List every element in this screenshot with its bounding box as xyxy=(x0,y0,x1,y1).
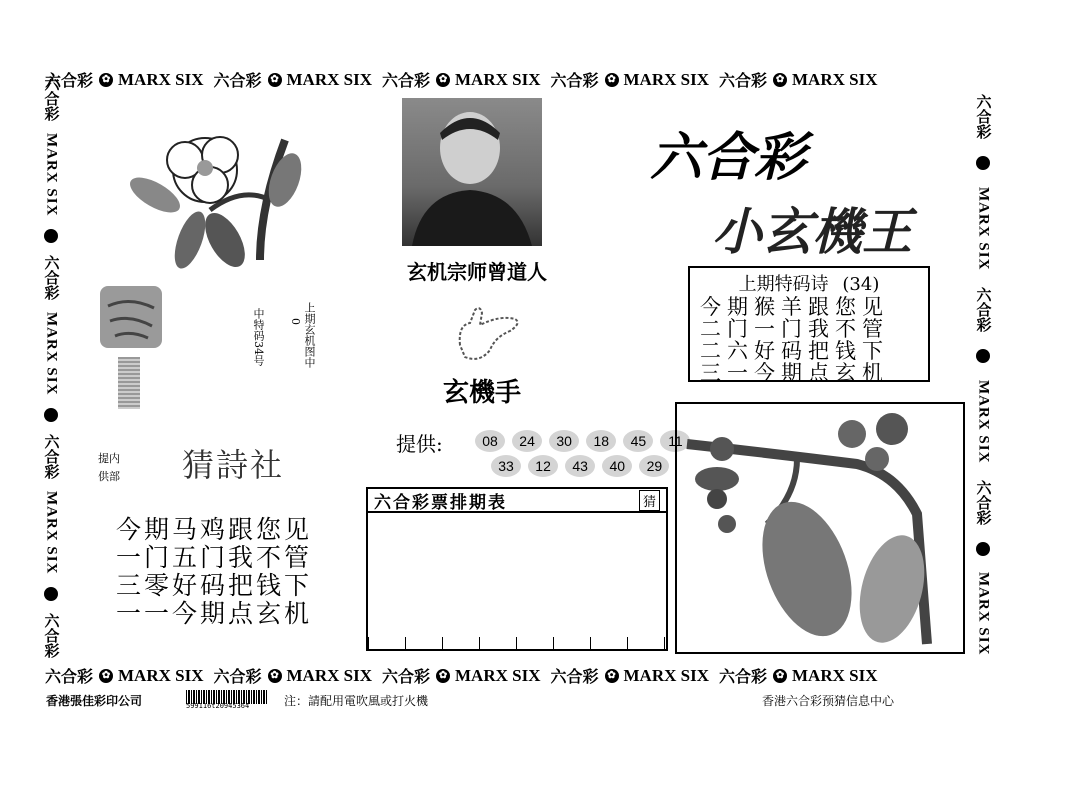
band-cn: 六合彩 xyxy=(45,669,94,686)
band-en: MARX SIX xyxy=(43,133,60,217)
flower-icon: ✿ xyxy=(436,669,450,683)
flower-icon xyxy=(44,587,58,601)
guess-club-title: 猜詩社 xyxy=(182,446,285,484)
band-en: MARX SIX xyxy=(975,186,992,271)
flower-icon xyxy=(44,408,58,422)
hand-outline-icon xyxy=(450,305,525,365)
lucky-number: 24 xyxy=(512,430,542,452)
lucky-number: 29 xyxy=(639,455,669,477)
flower-icon: ✿ xyxy=(773,73,787,87)
schedule-table-header xyxy=(368,489,666,513)
hand-label: 玄機手 xyxy=(443,378,522,408)
provider-label: 提供: xyxy=(396,432,443,456)
band-cn: 六合彩 xyxy=(550,669,599,686)
lucky-number: 33 xyxy=(491,455,521,477)
top-band xyxy=(45,68,985,91)
side-note-line: 提内 xyxy=(98,452,120,465)
band-en: MARX SIX xyxy=(792,69,878,89)
band-cn: 六合彩 xyxy=(550,73,599,90)
main-title: 六合彩 xyxy=(650,128,807,188)
prev-poem-issue: (34) xyxy=(842,274,880,295)
prev-poem-line: 二六好码把钱下 xyxy=(700,339,889,363)
numbers-row-2 xyxy=(490,455,670,477)
seal-handle xyxy=(118,357,140,409)
side-note-line: 供部 xyxy=(98,470,120,483)
band-cn: 六合彩 xyxy=(45,73,94,90)
plant-illustration xyxy=(677,404,963,652)
right-band xyxy=(972,90,994,660)
band-en: MARX SIX xyxy=(975,572,992,656)
seal-stamp xyxy=(100,286,162,348)
footer-right: 香港六合彩预猜信息中心 xyxy=(762,694,895,708)
prev-poem-line: 今期猴羊跟您见 xyxy=(700,295,889,319)
schedule-table-tag: 猜 xyxy=(639,490,660,511)
numbers-row-1 xyxy=(474,430,691,452)
band-en: MARX SIX xyxy=(118,665,204,685)
master-photo xyxy=(402,98,542,246)
band-cn: 六合彩 xyxy=(382,73,431,90)
photo-caption: 玄机宗师曾道人 xyxy=(407,260,547,284)
band-cn: 六合彩 xyxy=(382,669,431,686)
side-note xyxy=(98,450,120,486)
flower-icon: ✿ xyxy=(268,73,282,87)
band-cn: 六合彩 xyxy=(719,73,768,90)
current-poem-line: 今期马鸡跟您见 xyxy=(116,515,313,544)
band-en: MARX SIX xyxy=(792,665,878,685)
hit-note: 中特码34号 xyxy=(252,308,265,366)
band-cn: 六合彩 xyxy=(42,254,59,300)
band-cn: 六合彩 xyxy=(42,612,59,658)
seal-icon xyxy=(100,286,162,348)
flower-icon: ✿ xyxy=(605,669,619,683)
band-cn: 六合彩 xyxy=(213,669,262,686)
schedule-table-title: 六合彩票排期表 xyxy=(374,492,507,513)
band-cn: 六合彩 xyxy=(213,73,262,90)
lucky-number: 12 xyxy=(528,455,558,477)
person-silhouette-icon xyxy=(402,98,542,246)
prev-poem-box xyxy=(688,266,930,385)
prev-poem-title: 上期特码诗 xyxy=(738,274,829,295)
current-poem-line: 一一今期点玄机 xyxy=(116,599,313,628)
flower-icon: ✿ xyxy=(436,73,450,87)
flower-icon xyxy=(976,156,990,170)
lucky-number: 11 xyxy=(660,430,690,452)
band-en: MARX SIX xyxy=(623,665,709,685)
flower-icon: ✿ xyxy=(605,73,619,87)
band-en: MARX SIX xyxy=(623,69,709,89)
plant-illustration-box xyxy=(675,402,965,654)
band-cn: 六合彩 xyxy=(974,94,991,139)
flower-icon: ✿ xyxy=(268,669,282,683)
current-poem xyxy=(116,516,312,628)
barcode-number: 599116t20945364 xyxy=(186,702,250,710)
band-cn: 六合彩 xyxy=(42,433,59,479)
flower-icon: ✿ xyxy=(99,669,113,683)
band-cn: 六合彩 xyxy=(719,669,768,686)
flower-icon: ✿ xyxy=(99,73,113,87)
sub-title: 小玄機王 xyxy=(712,203,912,261)
prev-chart-note: 上期玄机图中 xyxy=(303,302,316,368)
footer-left: 香港張佳彩印公司 xyxy=(46,694,143,708)
flower-icon xyxy=(44,229,58,243)
bottom-band xyxy=(45,664,985,687)
band-cn: 六合彩 xyxy=(42,76,59,121)
lucky-number: 43 xyxy=(565,455,595,477)
band-en: MARX SIX xyxy=(286,69,372,89)
lucky-number: 18 xyxy=(586,430,616,452)
band-en: MARX SIX xyxy=(118,69,204,89)
schedule-table xyxy=(366,487,668,651)
camellia-illustration xyxy=(110,100,310,270)
flower-icon: ✿ xyxy=(773,669,787,683)
current-poem-line: 一门五门我不管 xyxy=(116,543,313,572)
band-en: MARX SIX xyxy=(43,312,60,396)
prev-poem-line: 二门一门我不管 xyxy=(700,317,889,341)
band-en: MARX SIX xyxy=(286,665,372,685)
band-en: MARX SIX xyxy=(455,665,541,685)
flower-icon xyxy=(976,349,990,363)
prev-poem-line: 三一今期点玄机 xyxy=(700,361,889,385)
lucky-number: 40 xyxy=(602,455,632,477)
footer-note: 注：請配用電吹風或打火機 xyxy=(284,694,429,708)
lucky-number: 08 xyxy=(475,430,505,452)
band-en: MARX SIX xyxy=(43,491,60,575)
current-poem-line: 三零好码把钱下 xyxy=(116,571,313,600)
lucky-number: 45 xyxy=(623,430,653,452)
band-cn: 六合彩 xyxy=(974,286,991,332)
schedule-table-grid xyxy=(368,637,666,649)
flower-icon xyxy=(976,542,990,556)
prev-chart-note-zero: 0 xyxy=(289,318,302,325)
band-cn: 六合彩 xyxy=(974,479,991,525)
band-en: MARX SIX xyxy=(455,69,541,89)
lucky-number: 30 xyxy=(549,430,579,452)
left-band xyxy=(40,72,62,662)
band-en: MARX SIX xyxy=(975,379,992,463)
